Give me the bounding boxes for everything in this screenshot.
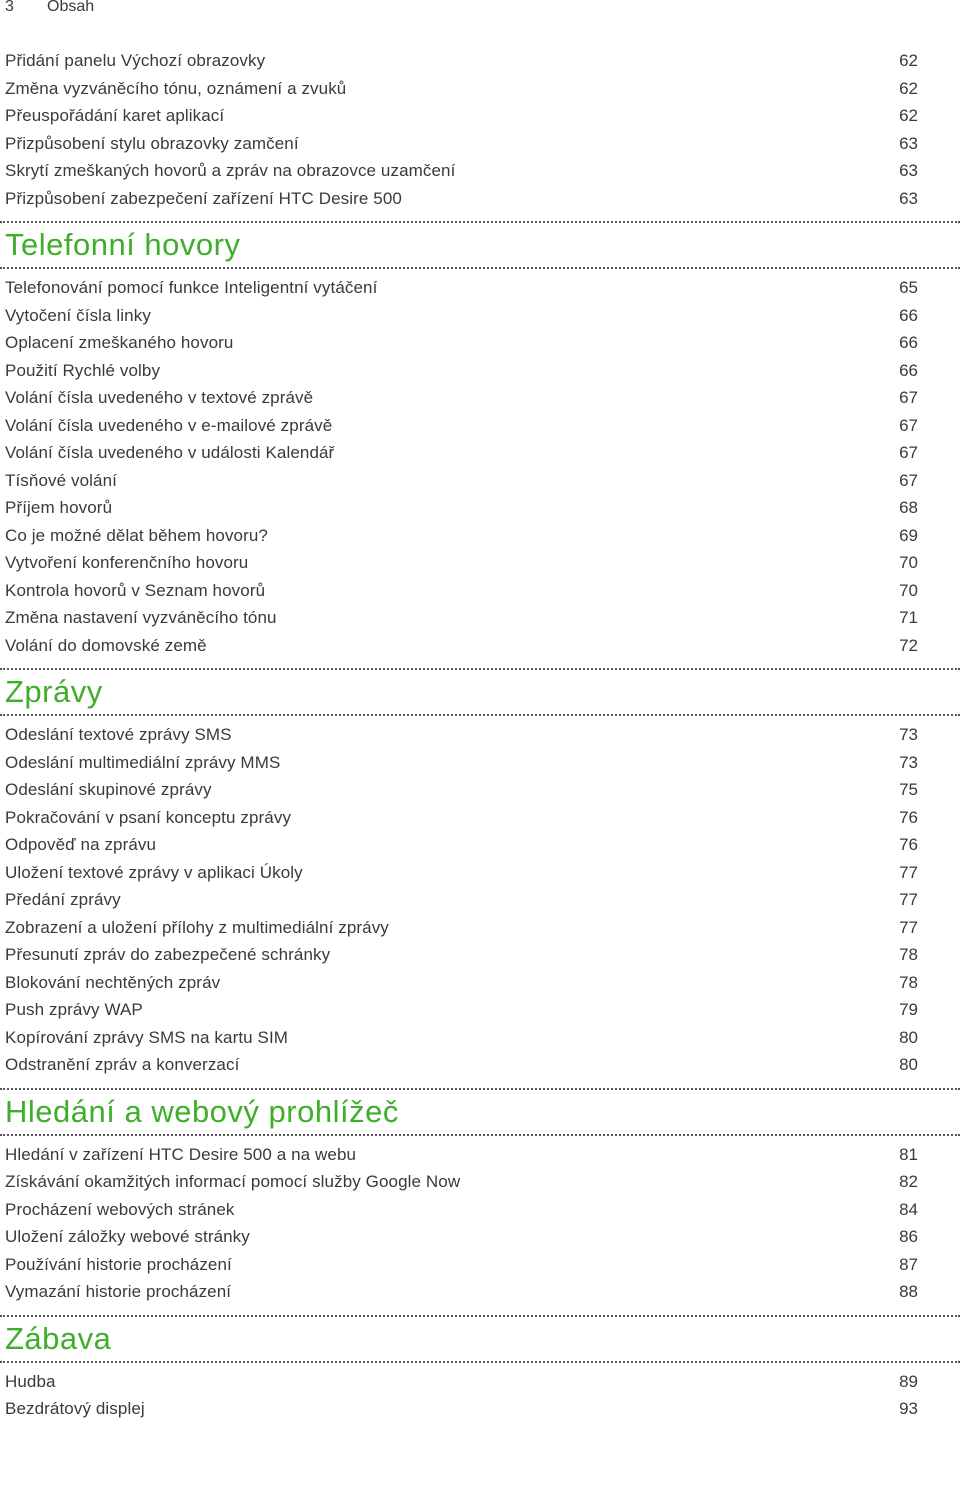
toc-entry[interactable] bbox=[0, 721, 960, 749]
toc-entry[interactable] bbox=[0, 1251, 960, 1279]
section-header bbox=[0, 668, 960, 716]
toc-entry-label[interactable]: Přizpůsobení stylu obrazovky zamčení bbox=[5, 133, 299, 153]
toc-entry-label[interactable]: Telefonování pomocí funkce Inteligentní vytáčení bbox=[5, 278, 378, 297]
toc-section bbox=[0, 221, 960, 659]
toc-entry-page-number[interactable]: 78 bbox=[899, 945, 918, 964]
toc-sections bbox=[0, 221, 960, 1423]
toc-entry[interactable] bbox=[0, 494, 960, 522]
toc-entry[interactable] bbox=[0, 1395, 960, 1423]
section-entries bbox=[0, 1363, 960, 1423]
toc-entry[interactable] bbox=[0, 47, 960, 75]
toc-entry[interactable] bbox=[0, 467, 960, 495]
toc-entry-label[interactable]: Co je možné dělat během hovoru? bbox=[5, 525, 268, 545]
toc-entry[interactable] bbox=[0, 914, 960, 942]
toc-entry-page-number[interactable]: 62 bbox=[899, 78, 918, 98]
toc-entry-label[interactable]: Přeuspořádání karet aplikací bbox=[5, 106, 225, 125]
toc-entry-label[interactable]: Odstranění zpráv a konverzací bbox=[5, 1055, 240, 1074]
section-heading[interactable]: Telefonní hovory bbox=[5, 227, 241, 262]
toc-entry[interactable] bbox=[0, 357, 960, 385]
toc-entry[interactable] bbox=[0, 632, 960, 660]
toc-entry[interactable] bbox=[0, 384, 960, 412]
toc-entry-label[interactable]: Příjem hovorů bbox=[5, 498, 113, 517]
toc-entry[interactable] bbox=[0, 412, 960, 440]
intro-entries bbox=[0, 47, 960, 212]
toc-entry-label[interactable]: Změna vyzváněcího tónu, oznámení a zvuků bbox=[5, 78, 347, 98]
toc-entry-label[interactable]: Kopírování zprávy SMS na kartu SIM bbox=[5, 1027, 289, 1047]
section-entries bbox=[0, 1136, 960, 1306]
toc-entry-label[interactable]: Přizpůsobení zabezpečení zařízení HTC Desire 500 bbox=[5, 188, 402, 208]
toc-entry-page-number[interactable]: 67 bbox=[899, 415, 918, 435]
toc-entry-label[interactable]: Odeslání skupinové zprávy bbox=[5, 780, 212, 799]
toc-entry-page-number[interactable]: 72 bbox=[899, 635, 918, 655]
toc-entry-label[interactable]: Změna nastavení vyzváněcího tónu bbox=[5, 608, 277, 627]
toc-entry[interactable] bbox=[0, 157, 960, 185]
toc-entry-label[interactable]: Volání do domovské země bbox=[5, 635, 207, 655]
toc-entry-page-number[interactable]: 76 bbox=[899, 835, 918, 854]
toc-entry-label[interactable]: Používání historie procházení bbox=[5, 1254, 232, 1274]
toc-entry[interactable] bbox=[0, 749, 960, 777]
toc-entry-label[interactable]: Hledání v zařízení HTC Desire 500 a na webu bbox=[5, 1144, 357, 1164]
toc-entry-label[interactable]: Použití Rychlé volby bbox=[5, 360, 161, 380]
toc-entry-label[interactable]: Vytvoření konferenčního hovoru bbox=[5, 553, 249, 572]
toc-entry-label[interactable]: Odeslání textové zprávy SMS bbox=[5, 725, 232, 744]
toc-entry-page-number[interactable]: 62 bbox=[899, 51, 918, 70]
toc-entry[interactable] bbox=[0, 1141, 960, 1169]
toc-entry-label[interactable]: Bezdrátový displej bbox=[5, 1399, 145, 1418]
toc-entry-page-number[interactable]: 89 bbox=[899, 1371, 918, 1391]
toc-entry-page-number[interactable]: 79 bbox=[899, 1000, 918, 1019]
toc-entry[interactable] bbox=[0, 1368, 960, 1396]
toc-entry[interactable] bbox=[0, 1223, 960, 1251]
toc-entry[interactable] bbox=[0, 549, 960, 577]
table-of-contents bbox=[0, 47, 960, 1423]
toc-entry-label[interactable]: Volání čísla uvedeného v textové zprávě bbox=[5, 388, 314, 407]
toc-entry-page-number[interactable]: 66 bbox=[899, 333, 918, 352]
toc-entry[interactable] bbox=[0, 804, 960, 832]
toc-entry-page-number[interactable]: 78 bbox=[899, 972, 918, 992]
toc-entry[interactable] bbox=[0, 302, 960, 330]
section-entries bbox=[0, 269, 960, 659]
toc-entry-page-number[interactable]: 68 bbox=[899, 498, 918, 517]
toc-entry[interactable] bbox=[0, 1024, 960, 1052]
toc-entry[interactable] bbox=[0, 886, 960, 914]
toc-entry-page-number[interactable]: 80 bbox=[899, 1027, 918, 1047]
toc-entry-page-number[interactable]: 69 bbox=[899, 525, 918, 545]
toc-entry-page-number[interactable]: 86 bbox=[899, 1227, 918, 1246]
toc-entry-label[interactable]: Kontrola hovorů v Seznam hovorů bbox=[5, 580, 266, 600]
toc-entry-label[interactable]: Oplacení zmeškaného hovoru bbox=[5, 333, 234, 352]
toc-entry-label[interactable]: Hudba bbox=[5, 1371, 56, 1391]
toc-entry-page-number[interactable]: 67 bbox=[899, 443, 918, 462]
toc-entry-page-number[interactable]: 63 bbox=[899, 188, 918, 208]
section-header bbox=[0, 1315, 960, 1363]
section-header bbox=[0, 1088, 960, 1136]
toc-entry-page-number[interactable]: 76 bbox=[899, 807, 918, 827]
toc-section bbox=[0, 668, 960, 1079]
section-heading[interactable]: Zprávy bbox=[5, 674, 103, 709]
toc-entry[interactable] bbox=[0, 329, 960, 357]
toc-entry-page-number[interactable]: 88 bbox=[899, 1282, 918, 1301]
toc-entry-label[interactable]: Uložení záložky webové stránky bbox=[5, 1227, 250, 1246]
toc-entry[interactable] bbox=[0, 1051, 960, 1079]
page-title: Obsah bbox=[47, 0, 95, 15]
section-heading[interactable]: Hledání a webový prohlížeč bbox=[5, 1093, 399, 1129]
toc-entry-label[interactable]: Odeslání multimediální zprávy MMS bbox=[5, 752, 281, 772]
toc-entry-page-number[interactable]: 77 bbox=[899, 862, 918, 882]
toc-entry-label[interactable]: Skrytí zmeškaných hovorů a zpráv na obrazovce uzamčení bbox=[5, 161, 456, 180]
toc-entry-label[interactable]: Blokování nechtěných zpráv bbox=[5, 972, 221, 992]
section-heading[interactable]: Zábava bbox=[5, 1320, 112, 1356]
toc-entry[interactable] bbox=[0, 1278, 960, 1306]
toc-entry-page-number[interactable]: 80 bbox=[899, 1055, 918, 1074]
toc-entry-label[interactable]: Vymazání historie procházení bbox=[5, 1282, 232, 1301]
toc-entry-page-number[interactable]: 71 bbox=[899, 608, 918, 627]
toc-entry[interactable] bbox=[0, 859, 960, 887]
toc-entry[interactable] bbox=[0, 522, 960, 550]
page-number: 3 bbox=[5, 0, 14, 15]
toc-entry-label[interactable]: Uložení textové zprávy v aplikaci Úkoly bbox=[5, 862, 303, 882]
toc-entry[interactable] bbox=[0, 996, 960, 1024]
toc-entry-page-number[interactable]: 63 bbox=[899, 133, 918, 153]
toc-entry-label[interactable]: Tísňové volání bbox=[5, 470, 117, 490]
toc-section bbox=[0, 1088, 960, 1306]
toc-entry-page-number[interactable]: 77 bbox=[899, 890, 918, 909]
toc-entry[interactable] bbox=[0, 75, 960, 103]
toc-entry-page-number[interactable]: 87 bbox=[899, 1254, 918, 1274]
toc-entry-page-number[interactable]: 81 bbox=[899, 1144, 918, 1164]
toc-entry[interactable] bbox=[0, 439, 960, 467]
toc-entry-page-number[interactable]: 93 bbox=[899, 1399, 918, 1418]
toc-entry[interactable] bbox=[0, 604, 960, 632]
toc-entry-page-number[interactable]: 70 bbox=[899, 580, 918, 600]
toc-entry-page-number[interactable]: 66 bbox=[899, 305, 918, 325]
toc-entry-page-number[interactable]: 84 bbox=[899, 1199, 918, 1219]
toc-entry-label[interactable]: Odpověď na zprávu bbox=[5, 835, 157, 854]
toc-entry-label[interactable]: Volání čísla uvedeného v události Kalendář bbox=[5, 443, 335, 462]
toc-entry-label[interactable]: Volání čísla uvedeného v e-mailové zprávě bbox=[5, 415, 333, 435]
toc-entry-page-number[interactable]: 73 bbox=[899, 725, 918, 744]
toc-entry[interactable] bbox=[0, 831, 960, 859]
toc-entry-label[interactable]: Vytočení čísla linky bbox=[5, 305, 151, 325]
toc-entry[interactable] bbox=[0, 102, 960, 130]
section-header bbox=[0, 221, 960, 269]
toc-section bbox=[0, 1315, 960, 1423]
toc-entry-page-number[interactable]: 65 bbox=[899, 278, 918, 297]
toc-entry-page-number[interactable]: 63 bbox=[899, 161, 918, 180]
toc-entry-label[interactable]: Přidání panelu Výchozí obrazovky bbox=[5, 51, 266, 70]
toc-entry-page-number[interactable]: 70 bbox=[899, 553, 918, 572]
toc-entry-page-number[interactable]: 62 bbox=[899, 106, 918, 125]
toc-entry[interactable] bbox=[0, 776, 960, 804]
toc-entry-label[interactable]: Procházení webových stránek bbox=[5, 1199, 235, 1219]
toc-entry-page-number[interactable]: 66 bbox=[899, 360, 918, 380]
toc-entry[interactable] bbox=[0, 969, 960, 997]
toc-entry-page-number[interactable]: 77 bbox=[899, 917, 918, 937]
toc-entry-label[interactable]: Předání zprávy bbox=[5, 890, 121, 909]
toc-entry[interactable] bbox=[0, 130, 960, 158]
toc-entry-label[interactable]: Pokračování v psaní konceptu zprávy bbox=[5, 807, 292, 827]
toc-entry-page-number[interactable]: 73 bbox=[899, 752, 918, 772]
toc-entry-page-number[interactable]: 67 bbox=[899, 470, 918, 490]
toc-entry-page-number[interactable]: 82 bbox=[899, 1172, 918, 1191]
section-entries bbox=[0, 716, 960, 1079]
toc-entry-label[interactable]: Zobrazení a uložení přílohy z multimediální zprávy bbox=[5, 917, 389, 937]
toc-entry-page-number[interactable]: 67 bbox=[899, 388, 918, 407]
toc-entry[interactable] bbox=[0, 185, 960, 213]
toc-entry-page-number[interactable]: 75 bbox=[899, 780, 918, 799]
toc-entry[interactable] bbox=[0, 941, 960, 969]
toc-entry[interactable] bbox=[0, 577, 960, 605]
toc-entry[interactable] bbox=[0, 1196, 960, 1224]
toc-entry-label[interactable]: Získávání okamžitých informací pomocí služby Google Now bbox=[5, 1172, 461, 1191]
toc-entry-label[interactable]: Push zprávy WAP bbox=[5, 1000, 143, 1019]
toc-entry[interactable] bbox=[0, 1168, 960, 1196]
toc-entry-label[interactable]: Přesunutí zpráv do zabezpečené schránky bbox=[5, 945, 331, 964]
toc-entry[interactable] bbox=[0, 274, 960, 302]
